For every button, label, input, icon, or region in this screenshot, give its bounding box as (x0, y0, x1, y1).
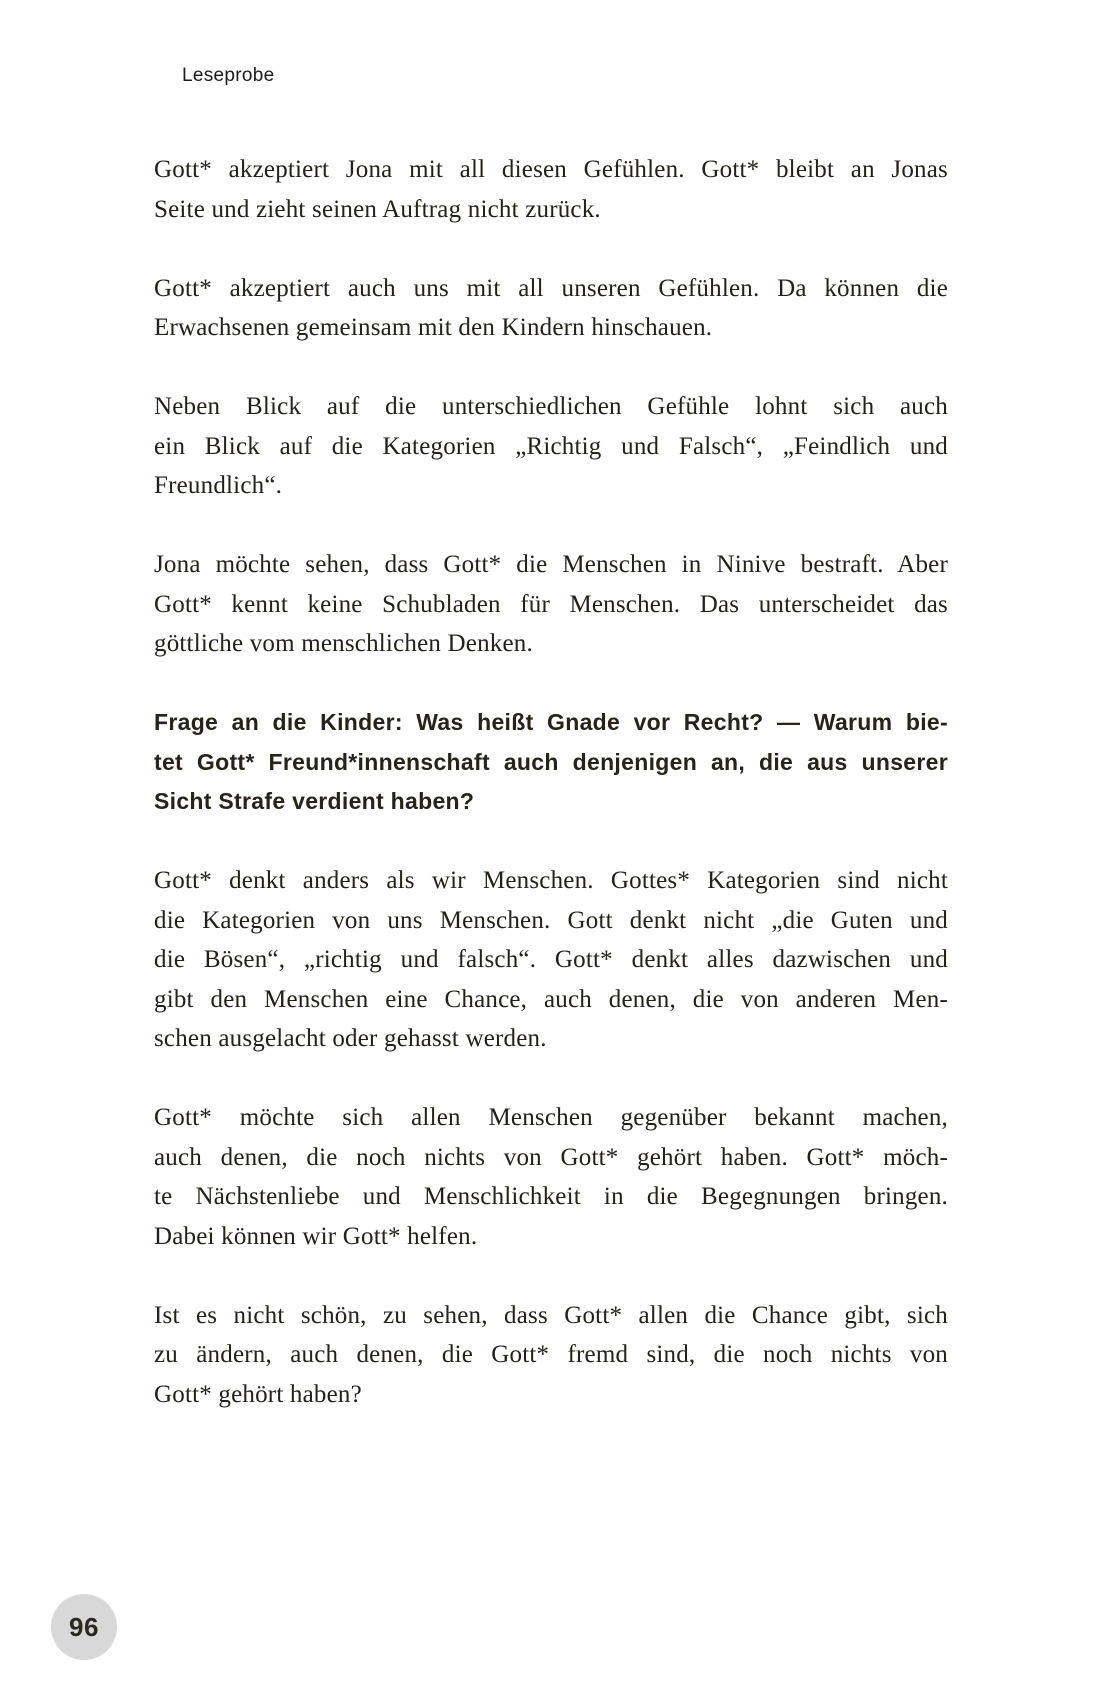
text-line: gibt den Menschen eine Chance, auch denen, die von anderen Men- (154, 985, 948, 1013)
text-line: Gott* akzeptiert auch uns mit all unseren Gefühlen. Da können die (154, 274, 948, 302)
text-line: göttliche vom menschlichen Denken. (154, 630, 533, 657)
body-paragraph (154, 861, 948, 1059)
text-line: Frage an die Kinder: Was heißt Gnade vor Recht? — Warum bie- (154, 709, 948, 735)
text-line: schen ausgelacht oder gehasst werden. (154, 1025, 547, 1052)
body-paragraph (154, 387, 948, 506)
text-block (154, 150, 948, 1454)
body-paragraph (154, 545, 948, 664)
text-line: Ist es nicht schön, zu sehen, dass Gott* allen die Chance gibt, sich (154, 1301, 948, 1329)
page-number: 96 (69, 1611, 99, 1642)
text-line: Dabei können wir Gott* helfen. (154, 1222, 478, 1250)
text-line: Gott* gehört haben? (154, 1380, 362, 1408)
text-line: tet Gott* Freund*innenschaft auch denjenigen an, die aus unserer (154, 748, 948, 775)
text-line: Seite und zieht seinen Auftrag nicht zurück. (154, 195, 601, 223)
body-paragraph (154, 269, 948, 348)
text-line: Erwachsenen gemeinsam mit den Kindern hinschauen. (154, 314, 713, 341)
page-header-label: Leseprobe (182, 65, 275, 86)
text-line: Gott* möchte sich allen Menschen gegenüber bekannt machen, (154, 1104, 948, 1131)
body-paragraph (154, 1098, 948, 1256)
text-line: Freundlich“. (154, 472, 283, 499)
page-number-badge (51, 1594, 117, 1660)
text-line: die Bösen“, „richtig und falsch“. Gott* denkt alles dazwischen und (154, 946, 948, 973)
text-line: auch denen, die noch nichts von Gott* gehört haben. Gott* möch- (154, 1143, 948, 1171)
text-line: Neben Blick auf die unterschiedlichen Gefühle lohnt sich auch (154, 393, 948, 420)
text-line: Gott* denkt anders als wir Menschen. Gottes* Kategorien sind nicht (154, 867, 948, 894)
text-line: Gott* kennt keine Schubladen für Menschen. Das unterscheidet das (154, 590, 948, 618)
text-line: Sicht Strafe verdient haben? (154, 788, 475, 814)
text-line: die Kategorien von uns Menschen. Gott denkt nicht „die Guten und (154, 906, 948, 934)
text-line: Jona möchte sehen, dass Gott* die Menschen in Ninive bestraft. Aber (154, 551, 948, 578)
question-paragraph (154, 703, 948, 822)
text-line: Gott* akzeptiert Jona mit all diesen Gefühlen. Gott* bleibt an Jonas (154, 156, 948, 183)
body-paragraph (154, 1296, 948, 1415)
text-line: zu ändern, auch denen, die Gott* fremd sind, die noch nichts von (154, 1341, 948, 1368)
text-line: ein Blick auf die Kategorien „Richtig und Falsch“, „Feindlich und (154, 432, 948, 460)
text-line: te Nächstenliebe und Menschlichkeit in die Begegnungen bringen. (154, 1183, 948, 1210)
body-paragraph (154, 150, 948, 229)
